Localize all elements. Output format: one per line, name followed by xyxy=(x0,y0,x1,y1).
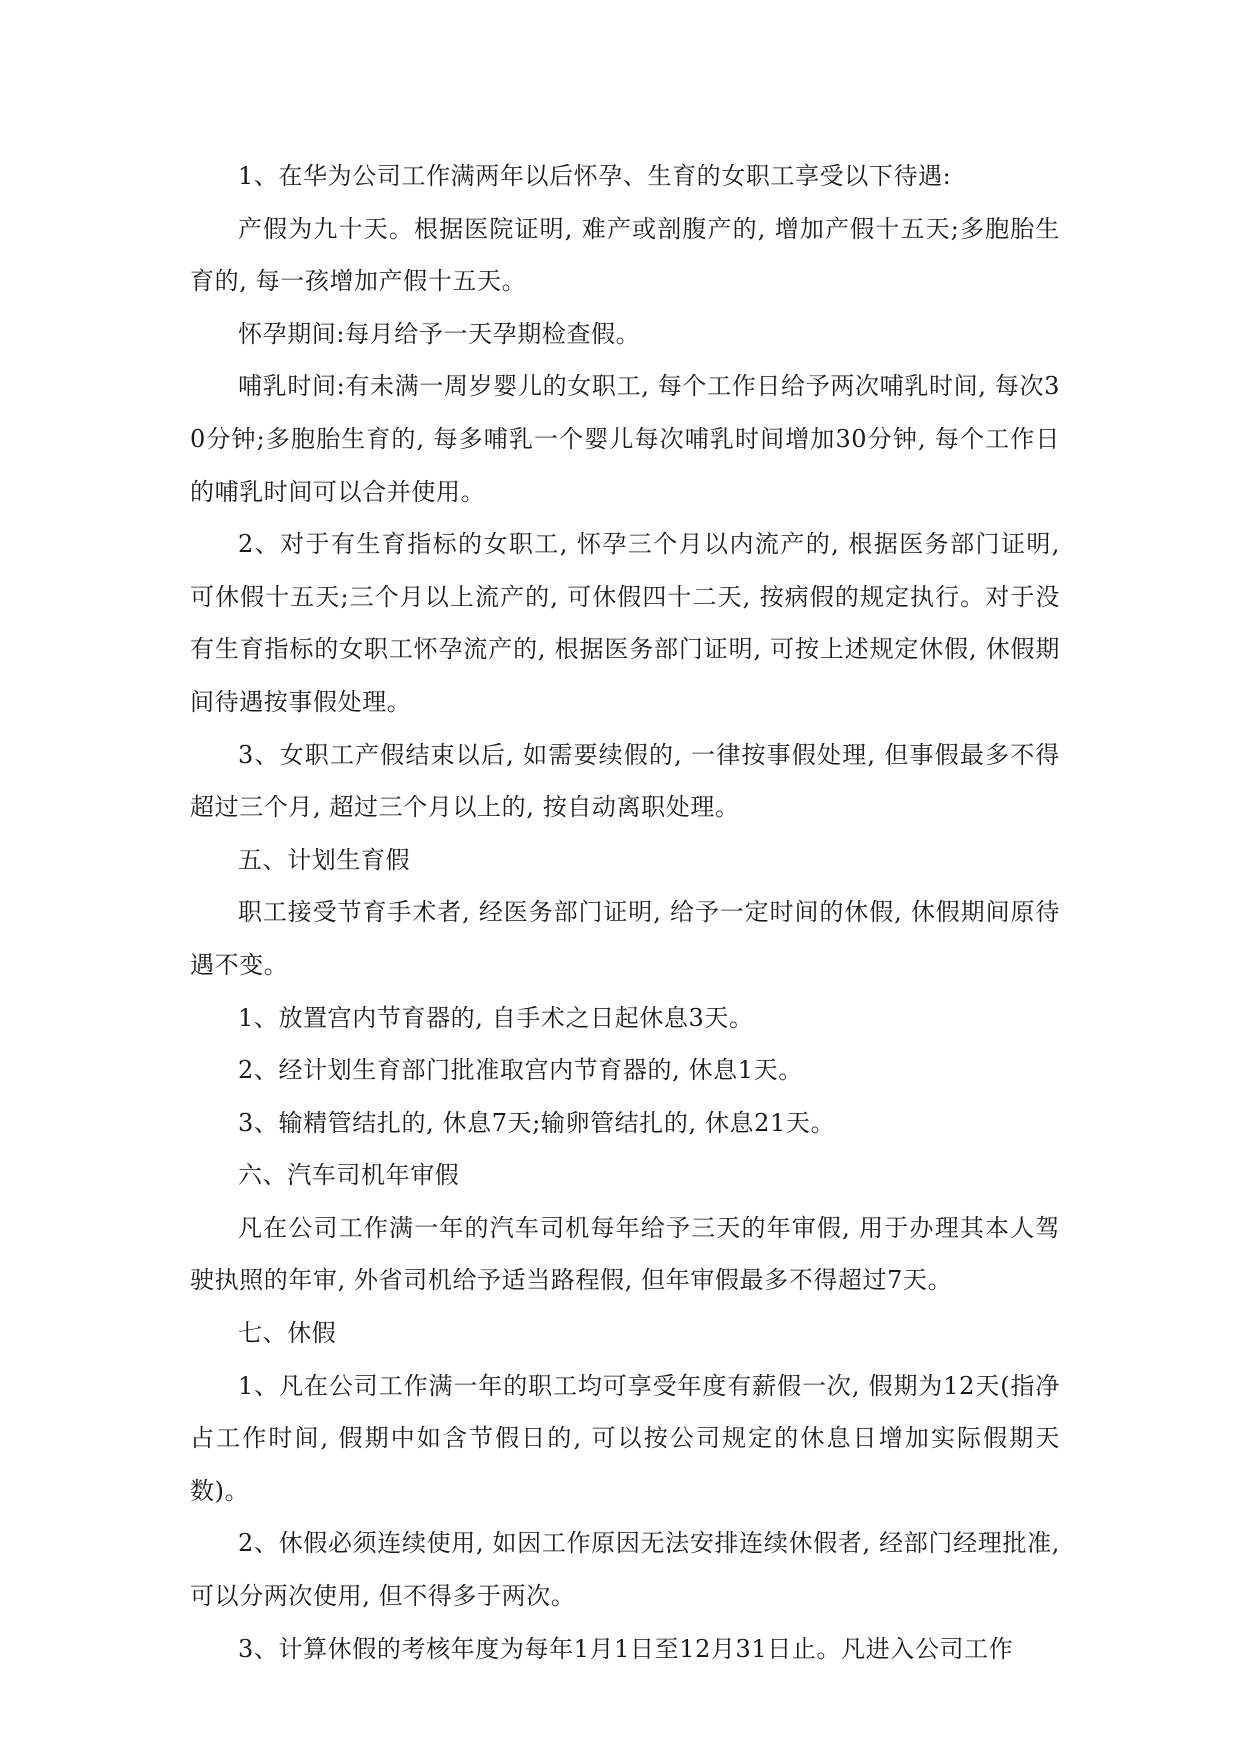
paragraph-extended-leave: 3、女职工产假结束以后, 如需要续假的, 一律按事假处理, 但事假最多不得超过三个月, 超过三个月以上的, 按自动离职处理。 xyxy=(190,740,1060,822)
paragraph-continuous-leave: 2、休假必须连续使用, 如因工作原因无法安排连续休假者, 经部门经理批准, 可以分两次使用, 但不得多于两次。 xyxy=(190,1529,1060,1611)
paragraph-assessment-year: 3、计算休假的考核年度为每年1月1日至12月31日止。凡进入公司工作 xyxy=(238,1634,1014,1663)
paragraph-annual-paid-leave: 1、凡在公司工作满一年的职工均可享受年度有薪假一次, 假期为12天(指净占工作时间, 假期中如含节假日的, 可以按公司规定的休息日增加实际假期天数)。 xyxy=(190,1371,1060,1505)
paragraph-pregnancy-checkup: 怀孕期间:每月给予一天孕期检查假。 xyxy=(238,319,641,348)
paragraph-sterilization: 3、输精管结扎的, 休息7天;输卵管结扎的, 休息21天。 xyxy=(238,1108,836,1137)
paragraph-iud-removal: 2、经计划生育部门批准取宫内节育器的, 休息1天。 xyxy=(238,1056,803,1085)
paragraph-miscarriage-leave: 2、对于有生育指标的女职工, 怀孕三个月以内流产的, 根据医务部门证明, 可休假十五天;三个月以上流产的, 可休假四十二天, 按病假的规定执行。对于没有生育指标的女职工怀孕流产的, 根据医务部门证明, 可按上述规定休假, 休假期间待遇按事假处理。 xyxy=(190,530,1060,716)
section-heading-vacation: 七、休假 xyxy=(238,1319,337,1348)
paragraph-nursing-time: 哺乳时间:有未满一周岁婴儿的女职工, 每个工作日给予两次哺乳时间, 每次30分钟;多胞胎生育的, 每多哺乳一个婴儿每次哺乳时间增加30分钟, 每个工作日的哺乳时间可以合并使用。 xyxy=(190,372,1060,506)
paragraph-maternity-intro: 1、在华为公司工作满两年以后怀孕、生育的女职工享受以下待遇: xyxy=(238,162,952,190)
paragraph-driver-review-leave: 凡在公司工作满一年的汽车司机每年给予三天的年审假, 用于办理其本人驾驶执照的年审, 外省司机给予适当路程假, 但年审假最多不得超过7天。 xyxy=(190,1213,1060,1295)
document-body xyxy=(190,150,1060,1675)
paragraph-iud-insertion: 1、放置宫内节育器的, 自手术之日起休息3天。 xyxy=(238,1003,754,1032)
paragraph-family-planning-intro: 职工接受节育手术者, 经医务部门证明, 给予一定时间的休假, 休假期间原待遇不变。 xyxy=(190,898,1060,979)
section-heading-driver-review: 六、汽车司机年审假 xyxy=(238,1161,460,1190)
section-heading-family-planning: 五、计划生育假 xyxy=(238,845,411,874)
paragraph-maternity-leave: 产假为九十天。根据医院证明, 难产或剖腹产的, 增加产假十五天;多胞胎生育的, 每一孩增加产假十五天。 xyxy=(190,214,1060,296)
